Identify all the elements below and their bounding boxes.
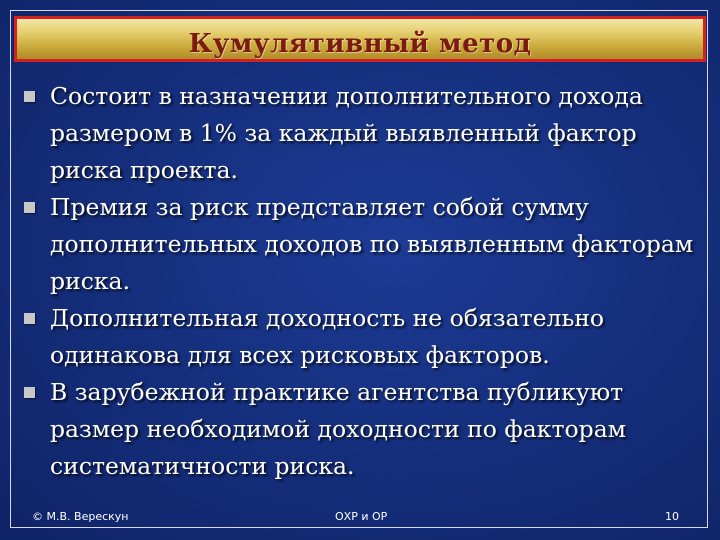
- bullet-text: В зарубежной практике агентства публикуют размер необходимой доходности по факторам систематичности риска.: [50, 378, 626, 480]
- bullet-text: Дополнительная доходность не обязательно одинакова для всех рисковых факторов.: [50, 304, 605, 369]
- square-bullet-icon: [24, 91, 35, 102]
- bullet-list: [22, 78, 702, 485]
- page-number: 10: [665, 510, 679, 523]
- bullet-item: [22, 300, 702, 374]
- square-bullet-icon: [24, 202, 35, 213]
- bullet-text: Премия за риск представляет собой сумму дополнительных доходов по выявленным факторам риска.: [50, 193, 694, 295]
- slide-title: Кумулятивный метод: [188, 29, 532, 59]
- bullet-text: Состоит в назначении дополнительного дохода размером в 1% за каждый выявленный фактор риска проекта.: [50, 82, 643, 184]
- slide-footer: [0, 510, 720, 530]
- square-bullet-icon: [24, 387, 35, 398]
- title-bar: [14, 16, 706, 62]
- bullet-item: [22, 189, 702, 300]
- square-bullet-icon: [24, 313, 35, 324]
- bullet-item: [22, 374, 702, 485]
- bullet-item: [22, 78, 702, 189]
- footer-author: © М.В. Верескун: [32, 510, 129, 523]
- footer-course: ОХР и ОР: [335, 510, 388, 523]
